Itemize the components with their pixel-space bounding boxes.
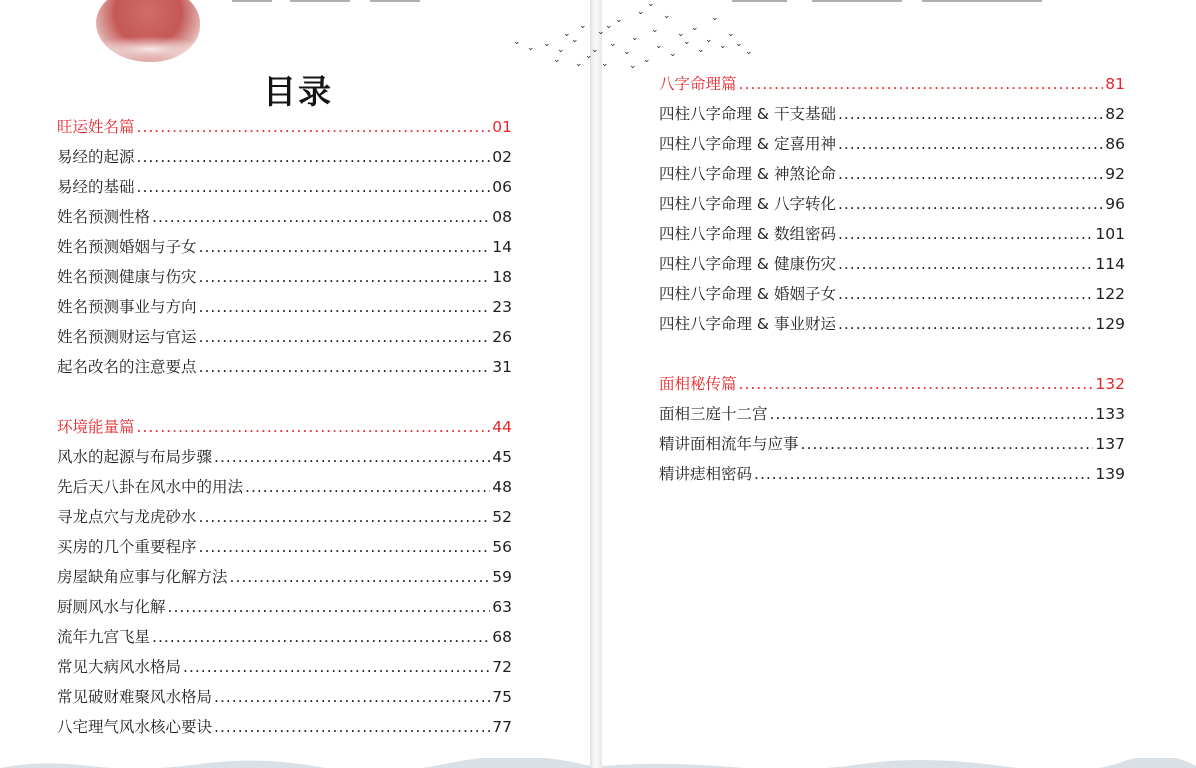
toc-entry[interactable] [57,172,512,202]
dot-leader [214,442,490,472]
toc-title: 目录 [263,72,333,111]
toc-entry[interactable] [57,142,512,172]
toc-entry-page: 86 [1105,135,1125,153]
toc-entry-page: 122 [1095,285,1125,303]
toc-entry-page: 63 [492,598,512,616]
dot-leader [152,622,490,652]
toc-entry-page: 08 [492,208,512,226]
toc-list-right [659,69,1125,489]
toc-entry[interactable] [57,502,512,532]
bird-icon: ⌄ [705,35,713,45]
ink-stroke [232,0,272,2]
toc-entry-page: 92 [1105,165,1125,183]
toc-entry-page: 96 [1105,195,1125,213]
toc-entry[interactable] [659,279,1125,309]
dot-leader [152,202,490,232]
toc-entry-label: 四柱八字命理 & 神煞论命 [659,165,836,183]
bird-icon: ⌄ [527,43,535,53]
dot-leader [838,279,1093,309]
dot-leader [838,99,1103,129]
toc-entry-page: 06 [492,178,512,196]
toc-entry-label: 四柱八字命理 & 事业财运 [659,315,836,333]
toc-entry-page: 81 [1105,75,1125,93]
dot-leader [137,142,491,172]
bird-icon: ⌄ [513,37,521,47]
dot-leader [199,292,491,322]
toc-entry-label: 易经的基础 [57,178,135,196]
toc-entry-page: 132 [1095,375,1125,393]
toc-entry-label: 买房的几个重要程序 [57,538,197,556]
toc-entry[interactable] [659,129,1125,159]
toc-entry-page: 48 [492,478,512,496]
ink-stroke [812,0,902,2]
toc-entry[interactable] [57,712,512,742]
toc-entry-label: 起名改名的注意要点 [57,358,197,376]
dot-leader [168,592,491,622]
toc-entry-label: 四柱八字命理 & 婚姻子女 [659,285,836,303]
dot-leader [199,322,491,352]
toc-entry-label: 风水的起源与布局步骤 [57,448,213,466]
dot-leader [754,459,1093,489]
dot-leader [838,249,1093,279]
dot-leader [214,712,490,742]
toc-entry-page: 77 [492,718,512,736]
toc-entry[interactable] [57,202,512,232]
bird-icon: ⌄ [631,33,639,43]
toc-entry[interactable] [57,292,512,322]
bird-icon: ⌄ [683,37,691,47]
bird-icon: ⌄ [591,45,599,55]
toc-entry-page: 44 [492,418,512,436]
toc-entry-label: 旺运姓名篇 [57,118,135,136]
toc-entry[interactable] [659,399,1125,429]
ink-wave-icon [602,758,1196,768]
dot-leader [770,399,1094,429]
bird-icon: ⌄ [697,45,705,55]
bird-icon: ⌄ [663,11,671,21]
toc-entry-page: 02 [492,148,512,166]
toc-entry-page: 68 [492,628,512,646]
bird-icon: ⌄ [563,29,571,39]
bird-icon: ⌄ [557,45,565,55]
dot-leader [199,532,491,562]
toc-entry-page: 82 [1105,105,1125,123]
dot-leader [183,652,490,682]
toc-entry[interactable] [57,352,512,382]
toc-entry[interactable] [659,249,1125,279]
toc-entry-label: 易经的起源 [57,148,135,166]
toc-section-entry[interactable] [659,369,1125,399]
toc-entry-label: 八字命理篇 [659,75,737,93]
toc-section-entry[interactable] [57,112,512,142]
toc-entry-label: 精讲面相流年与应事 [659,435,799,453]
toc-entry-page: 129 [1095,315,1125,333]
bird-icon: ⌄ [601,59,609,69]
toc-entry-label: 寻龙点穴与龙虎砂水 [57,508,197,526]
dot-leader [199,232,491,262]
toc-entry-label: 姓名预测健康与伤灾 [57,268,197,286]
dot-leader [739,69,1104,99]
bird-icon: ⌄ [651,25,659,35]
dot-leader [838,159,1103,189]
bird-icon: ⌄ [571,35,579,45]
sun-mist [90,36,210,62]
dot-leader [838,189,1103,219]
bird-icon: ⌄ [553,55,561,65]
dot-leader [137,172,491,202]
dot-leader [230,562,491,592]
toc-entry-label: 姓名预测性格 [57,208,151,226]
toc-entry-label: 四柱八字命理 & 定喜用神 [659,135,836,153]
dot-leader [801,429,1094,459]
toc-entry-page: 18 [492,268,512,286]
dot-leader [137,112,491,142]
toc-entry-page: 01 [492,118,512,136]
toc-entry-label: 四柱八字命理 & 八字转化 [659,195,836,213]
bird-icon: ⌄ [597,27,605,37]
toc-entry-page: 59 [492,568,512,586]
toc-entry-page: 137 [1095,435,1125,453]
toc-entry[interactable] [57,472,512,502]
toc-entry[interactable] [57,562,512,592]
dot-leader [199,262,491,292]
toc-entry-label: 厨厕风水与化解 [57,598,166,616]
toc-entry-label: 四柱八字命理 & 健康伤灾 [659,255,836,273]
toc-entry-page: 101 [1095,225,1125,243]
toc-entry-page: 31 [492,358,512,376]
bird-icon: ⌄ [605,21,613,31]
bird-icon: ⌄ [585,51,593,61]
toc-entry[interactable] [57,592,512,622]
bird-icon: ⌄ [543,39,551,49]
bird-icon: ⌄ [735,39,743,49]
toc-entry[interactable] [57,682,512,712]
toc-entry-label: 姓名预测事业与方向 [57,298,197,316]
bird-icon: ⌄ [655,41,663,51]
toc-entry-label: 姓名预测婚姻与子女 [57,238,197,256]
bird-icon: ⌄ [745,47,753,57]
dot-leader [137,412,491,442]
flying-birds-icon [505,0,765,80]
toc-entry-label: 精讲痣相密码 [659,465,753,483]
dot-leader [838,219,1093,249]
bird-icon: ⌄ [727,29,735,39]
toc-entry-label: 常见大病风水格局 [57,658,182,676]
toc-entry[interactable] [57,622,512,652]
toc-entry[interactable] [57,232,512,262]
toc-entry-label: 面相秘传篇 [659,375,737,393]
toc-entry[interactable] [659,159,1125,189]
dot-leader [838,129,1103,159]
toc-entry-label: 面相三庭十二宫 [659,405,768,423]
dot-leader [245,472,490,502]
toc-entry-page: 45 [492,448,512,466]
bird-icon: ⌄ [575,59,583,69]
toc-entry-page: 26 [492,328,512,346]
toc-entry[interactable] [57,262,512,292]
dot-leader [838,309,1093,339]
toc-entry-page: 114 [1095,255,1125,273]
toc-section-entry[interactable] [57,412,512,442]
toc-entry-page: 14 [492,238,512,256]
left-page [0,0,590,768]
toc-entry-label: 流年九宫飞星 [57,628,151,646]
bird-icon: ⌄ [579,21,587,31]
ink-stroke [922,0,1042,2]
bird-icon: ⌄ [691,23,699,33]
toc-entry[interactable] [57,652,512,682]
toc-entry-label: 环境能量篇 [57,418,135,436]
ink-wave-icon [0,758,590,768]
toc-entry-label: 先后天八卦在风水中的用法 [57,478,244,496]
bird-icon: ⌄ [647,0,655,9]
bird-icon: ⌄ [623,47,631,57]
bird-icon: ⌄ [677,29,685,39]
bird-icon: ⌄ [669,49,677,59]
toc-entry[interactable] [659,189,1125,219]
toc-entry-label: 八宅理气风水核心要诀 [57,718,213,736]
toc-entry-label: 姓名预测财运与官运 [57,328,197,346]
bird-icon: ⌄ [711,13,719,23]
toc-list-left [57,112,512,742]
dot-leader [739,369,1094,399]
ink-stroke [370,0,420,2]
toc-entry-label: 常见破财难聚风水格局 [57,688,213,706]
toc-entry[interactable] [659,459,1125,489]
bird-icon: ⌄ [629,61,637,71]
toc-entry-page: 139 [1095,465,1125,483]
page-gutter [590,0,602,768]
toc-entry[interactable] [659,99,1125,129]
toc-entry[interactable] [57,532,512,562]
toc-entry-label: 房屋缺角应事与化解方法 [57,568,228,586]
toc-entry[interactable] [57,442,512,472]
bird-icon: ⌄ [615,15,623,25]
bird-icon: ⌄ [609,39,617,49]
toc-entry[interactable] [659,219,1125,249]
toc-entry[interactable] [659,309,1125,339]
toc-entry-page: 56 [492,538,512,556]
toc-entry-page: 72 [492,658,512,676]
dot-leader [214,682,490,712]
toc-entry-page: 133 [1095,405,1125,423]
bird-icon: ⌄ [643,55,651,65]
toc-entry-page: 52 [492,508,512,526]
toc-entry-label: 四柱八字命理 & 干支基础 [659,105,836,123]
toc-entry[interactable] [57,322,512,352]
dot-leader [199,352,491,382]
ink-stroke [290,0,350,2]
toc-entry-page: 75 [492,688,512,706]
toc-entry-label: 四柱八字命理 & 数组密码 [659,225,836,243]
dot-leader [199,502,491,532]
toc-entry-page: 23 [492,298,512,316]
bird-icon: ⌄ [637,7,645,17]
toc-entry[interactable] [659,429,1125,459]
bird-icon: ⌄ [719,41,727,51]
